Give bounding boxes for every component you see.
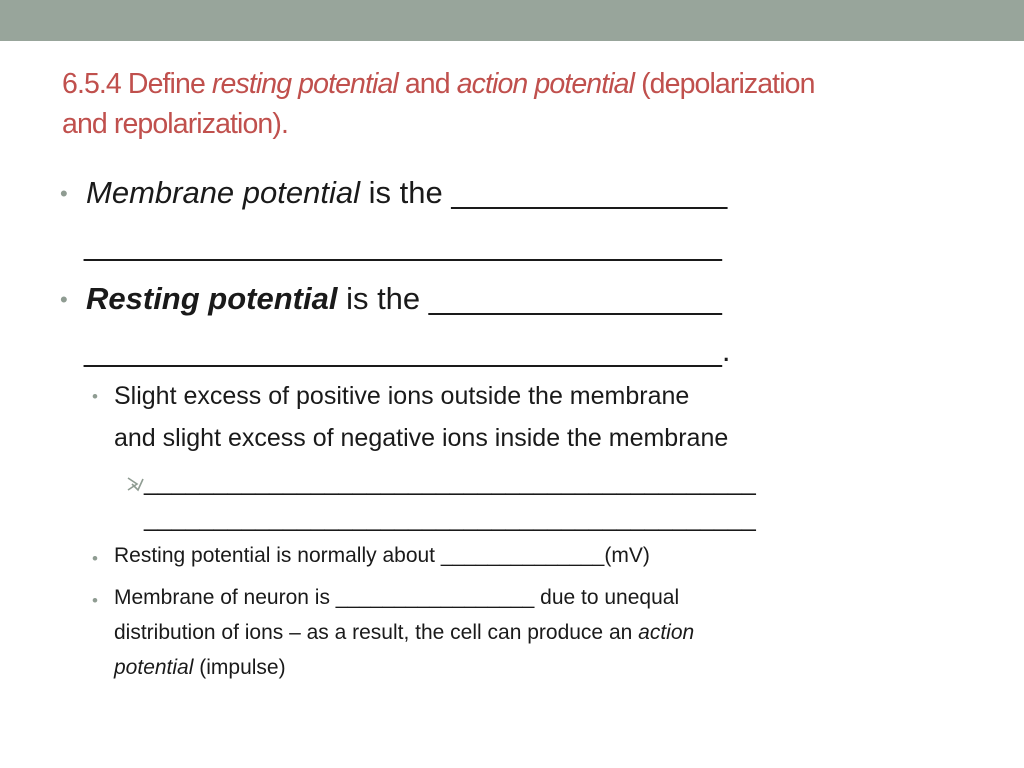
term-action: action [638, 621, 695, 644]
bullet-dot-icon: • [92, 549, 98, 568]
term-resting-potential: Resting potential [86, 281, 338, 316]
slide-title [62, 64, 962, 144]
neuron-line-3-text: (impulse) [193, 656, 286, 679]
bullet-text: is the [337, 281, 429, 316]
sub-bullet-neuron-line-1: Membrane of neuron is _________________ due to unequal [114, 586, 680, 609]
bullet-dot-icon: • [60, 181, 68, 206]
bullet-text: is the [360, 175, 452, 210]
title-term-action: action potential [456, 68, 635, 100]
check-arrow-icon [126, 475, 144, 493]
term-membrane-potential: Membrane potential [86, 175, 360, 210]
top-decorative-band [0, 0, 1024, 41]
answer-blank-line: _____________________________________ [84, 227, 722, 262]
sub-bullet-ions-line-2: and slight excess of negative ions inside the membrane [114, 424, 729, 452]
title-line-2: and repolarization). [62, 108, 288, 140]
bullet-membrane-potential [86, 175, 727, 211]
title-suffix: (depolarization [634, 68, 815, 100]
title-mid: and [397, 68, 457, 100]
bullet-dot-icon: • [92, 591, 98, 610]
sub-bullet-normal-value: Resting potential is normally about ______________(mV) [114, 544, 650, 567]
bullet-dot-icon: • [92, 387, 98, 406]
title-term-resting: resting potential [211, 68, 398, 100]
bullet-dot-icon: • [60, 287, 68, 312]
answer-blank: ________________ [451, 175, 728, 210]
answer-blank-line: _____________________________________. [84, 333, 731, 368]
title-prefix: 6.5.4 Define [62, 68, 212, 100]
answer-blank-line: ____________________________________________ [144, 468, 756, 496]
answer-blank: _________________ [428, 281, 722, 316]
bullet-resting-potential [86, 281, 722, 317]
term-potential: potential [114, 656, 194, 679]
sub-bullet-neuron-line-3 [114, 656, 286, 680]
neuron-line-2-text: distribution of ions – as a result, the cell can produce an [114, 621, 639, 644]
sub-bullet-ions-line-1: Slight excess of positive ions outside the membrane [114, 382, 690, 410]
sub-bullet-neuron-line-2 [114, 621, 694, 645]
answer-blank-line: ____________________________________________ [144, 504, 756, 532]
